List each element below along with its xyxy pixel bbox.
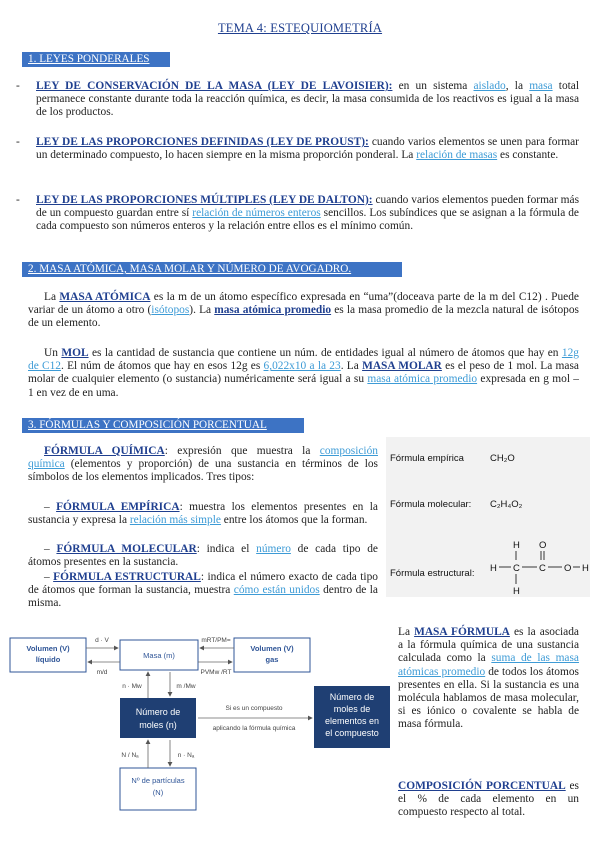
text: La (398, 626, 415, 638)
edge-md: m/d (96, 669, 108, 676)
atom-h-right: H (582, 563, 589, 574)
text: es la masa promedio de la mezcla natural de isótopos de un elemento. (28, 304, 579, 330)
masa-atomica-paragraph (28, 291, 579, 331)
label-moles-1: Número de (135, 707, 181, 717)
atom-h-left: H (490, 563, 497, 574)
text: es la asociada a la fórmula química de una sustancia calculada como la (398, 626, 579, 665)
text: es constante. (497, 149, 559, 162)
text: – (44, 501, 57, 513)
ley-dalton-name: LEY DE LAS PROPORCIONES MÚLTIPLES (LEY DE DALTON): (36, 194, 373, 206)
text: . La (340, 360, 363, 373)
edge-aplicando: aplicando la fórmula química (212, 725, 296, 732)
text: : indica el número exacto de cada tipo de átomos que forman la sustancia, muestra (28, 571, 378, 597)
text: : muestra los elementos presentes en la sustancia y expresa la (28, 501, 378, 527)
atom-c-2: C (539, 563, 546, 574)
text: . El núm de átomos que hay en esos 12g es (61, 360, 264, 373)
formula-molecular-term: FÓRMULA MOLECULAR (56, 543, 197, 555)
label-elementos-4: el compuesto (325, 728, 379, 738)
formula-empirica-paragraph (28, 501, 378, 527)
link-suma-masas[interactable]: suma de las masa atómicas promedio (398, 652, 579, 678)
label-particulas-1: Nº de partículas (131, 776, 185, 785)
link-numeros-enteros[interactable]: relación de números enteros (192, 207, 321, 220)
structural-formula-drawing (486, 537, 590, 597)
text: : indica el (196, 543, 257, 555)
text: cuando varios elementos pueden formar más de un compuesto guardan entre sí (36, 194, 580, 220)
text: es la m de un átomo específico expresada en “uma”(doceava parte de la m del C12) . Puede variar de un átomo a otro ( (28, 291, 579, 317)
formula-molecular-label: Fórmula molecular: (390, 499, 472, 510)
formula-estructural-label: Fórmula estructural: (390, 568, 475, 579)
masa-atomica-term: MASA ATÓMICA (59, 291, 151, 303)
edge-nna: N / Nₐ (121, 752, 139, 759)
text: sencillos. Los subíndices que se asignan a la fórmula de cada compuesto son números enteros y la relación entre ellos es el mínimo común. (36, 207, 579, 233)
text: – (44, 543, 57, 555)
label-vol-liq-2: líquido (35, 655, 61, 664)
formula-estructural-paragraph (28, 571, 378, 611)
section-heading-formulas: 3. FÓRMULAS Y COMPOSICIÓN PORCENTUAL (22, 418, 304, 433)
text: cuando varios elementos se unen para formar un determinado compuesto, lo hacen siempre en la misma proporción ponderal. La (36, 136, 579, 162)
edge-si-compuesto: Si es un compuesto (225, 705, 283, 712)
label-elementos-1: Número de (329, 692, 375, 702)
text: – (44, 571, 54, 583)
edge-pvmw: PVMw /RT (200, 669, 232, 676)
edge-nna2: n · Nₐ (177, 752, 195, 759)
text: de todos los átomos presentes en ella. Si la sustancia es una molécula hablamos de masa molecular, si es iónico o covalente se habla de masa fórmula. (398, 665, 579, 731)
label-vol-liq-1: Volumen (V) (26, 644, 70, 653)
link-numero[interactable]: número (256, 543, 291, 555)
text: La (44, 291, 60, 303)
atom-h-top-1: H (513, 540, 520, 551)
text: ). La (189, 304, 215, 317)
text: es la cantidad de sustancia que contiene un núm. de entidades igual al número de átomos que hay en (88, 347, 562, 359)
formula-empirica-label: Fórmula empírica (390, 453, 464, 464)
ley-proust (16, 136, 579, 162)
masa-formula-term: MASA FÓRMULA (414, 626, 510, 638)
link-isotopos[interactable]: isótopos (151, 304, 190, 317)
link-composicion-quimica[interactable]: composición química (28, 445, 378, 471)
section-heading-leyes: 1. LEYES PONDERALES (22, 52, 170, 67)
masa-atomica-promedio-term: masa atómica promedio (214, 304, 332, 317)
edge-nmw: n · Mw (122, 683, 142, 690)
masa-molar-term: MASA MOLAR (362, 360, 442, 373)
formula-estructural-term: FÓRMULA ESTRUCTURAL (53, 571, 201, 583)
formula-quimica-term: FÓRMULA QUÍMICA (44, 445, 165, 457)
bullet: - (16, 80, 20, 92)
label-vol-gas-2: gas (265, 655, 279, 664)
edge-dv: d · V (95, 637, 109, 644)
link-12g-c12[interactable]: 12g de C12 (28, 347, 579, 373)
ley-lavoisier (16, 80, 580, 120)
formula-quimica-paragraph (28, 445, 378, 485)
label-masa: Masa (m) (143, 651, 175, 660)
atom-h-bottom: H (513, 586, 520, 597)
formula-examples-image (386, 437, 590, 597)
text: dentro de la misma. (28, 584, 378, 610)
composicion-paragraph (398, 780, 579, 820)
text: de cada tipo de átomos presentes en la sustancia. (28, 543, 378, 569)
formula-molecular-value: C₂H₄O₂ (490, 499, 523, 510)
section-heading-masa-atomica: 2. MASA ATÓMICA, MASA MOLAR Y NÚMERO DE AVOGADRO. (22, 262, 402, 277)
edge-mmw: m /Mw (176, 683, 196, 690)
text: , la (505, 80, 530, 92)
atom-o-top: O (539, 540, 547, 551)
bullet: - (16, 136, 20, 148)
atom-c-1: C (513, 563, 520, 574)
text: : expresión que muestra la (164, 445, 320, 457)
formula-molecular-paragraph (28, 543, 378, 569)
bullet: - (16, 194, 20, 206)
mol-paragraph (28, 347, 579, 400)
formula-empirica-value: CH₂O (490, 453, 515, 464)
atom-o-right: O (564, 563, 572, 574)
label-elementos-2: moles de (333, 704, 371, 714)
text: expresada en g mol – 1 en vez de en uma. (28, 373, 580, 399)
label-vol-gas-1: Volumen (V) (250, 644, 294, 653)
label-elementos-3: elementos en (324, 716, 380, 726)
label-moles-2: moles (n) (139, 720, 177, 730)
conversion-diagram (8, 620, 392, 825)
composicion-term: COMPOSICIÓN PORCENTUAL (398, 780, 566, 792)
formula-empirica-term: FÓRMULA EMPÍRICA (56, 501, 180, 513)
label-particulas-2: (N) (152, 788, 164, 797)
link-relacion-masas[interactable]: relación de masas (416, 149, 498, 162)
ley-dalton (16, 194, 580, 234)
text: es el % de cada elemento en un compuesto respecto al total. (398, 780, 579, 819)
link-masa[interactable]: masa (529, 80, 553, 92)
text: total permanece constante durante toda la reacción química, es decir, la masa consumida de los reactivos es igual a la masa de los productos. (36, 80, 580, 119)
text: es el peso de 1 mol. La masa molar de cualquier elemento (o sustancia) numéricamente será igual a su (28, 360, 579, 386)
ley-lavoisier-name: LEY DE CONSERVACIÓN DE LA MASA (LEY DE LAVOISIER): (36, 80, 393, 92)
text: en un sistema (392, 80, 474, 92)
mol-term: MOL (61, 347, 89, 359)
text: Un (44, 347, 62, 359)
edge-mrt: mRT/PM= (201, 637, 231, 644)
link-masa-atomica-promedio[interactable]: masa atómica promedio (367, 373, 478, 386)
box-moles (120, 698, 196, 738)
document-title: TEMA 4: ESTEQUIOMETRÍA (217, 21, 383, 35)
ley-proust-name: LEY DE LAS PROPORCIONES DEFINIDAS (LEY DE PROUST): (36, 136, 369, 148)
link-avogadro[interactable]: 6,022x10 a la 23 (263, 360, 341, 373)
masa-formula-paragraph (398, 626, 579, 732)
link-relacion-simple[interactable]: relación más simple (129, 514, 221, 527)
text: (elementos y proporción) de una sustancia en términos de los símbolos de los elementos implicados. Tres tipos: (28, 458, 378, 484)
link-aislado[interactable]: aislado (473, 80, 506, 92)
text: entre los átomos que la forman. (220, 514, 368, 527)
link-como-estan-unidos[interactable]: cómo están unidos (233, 584, 320, 597)
